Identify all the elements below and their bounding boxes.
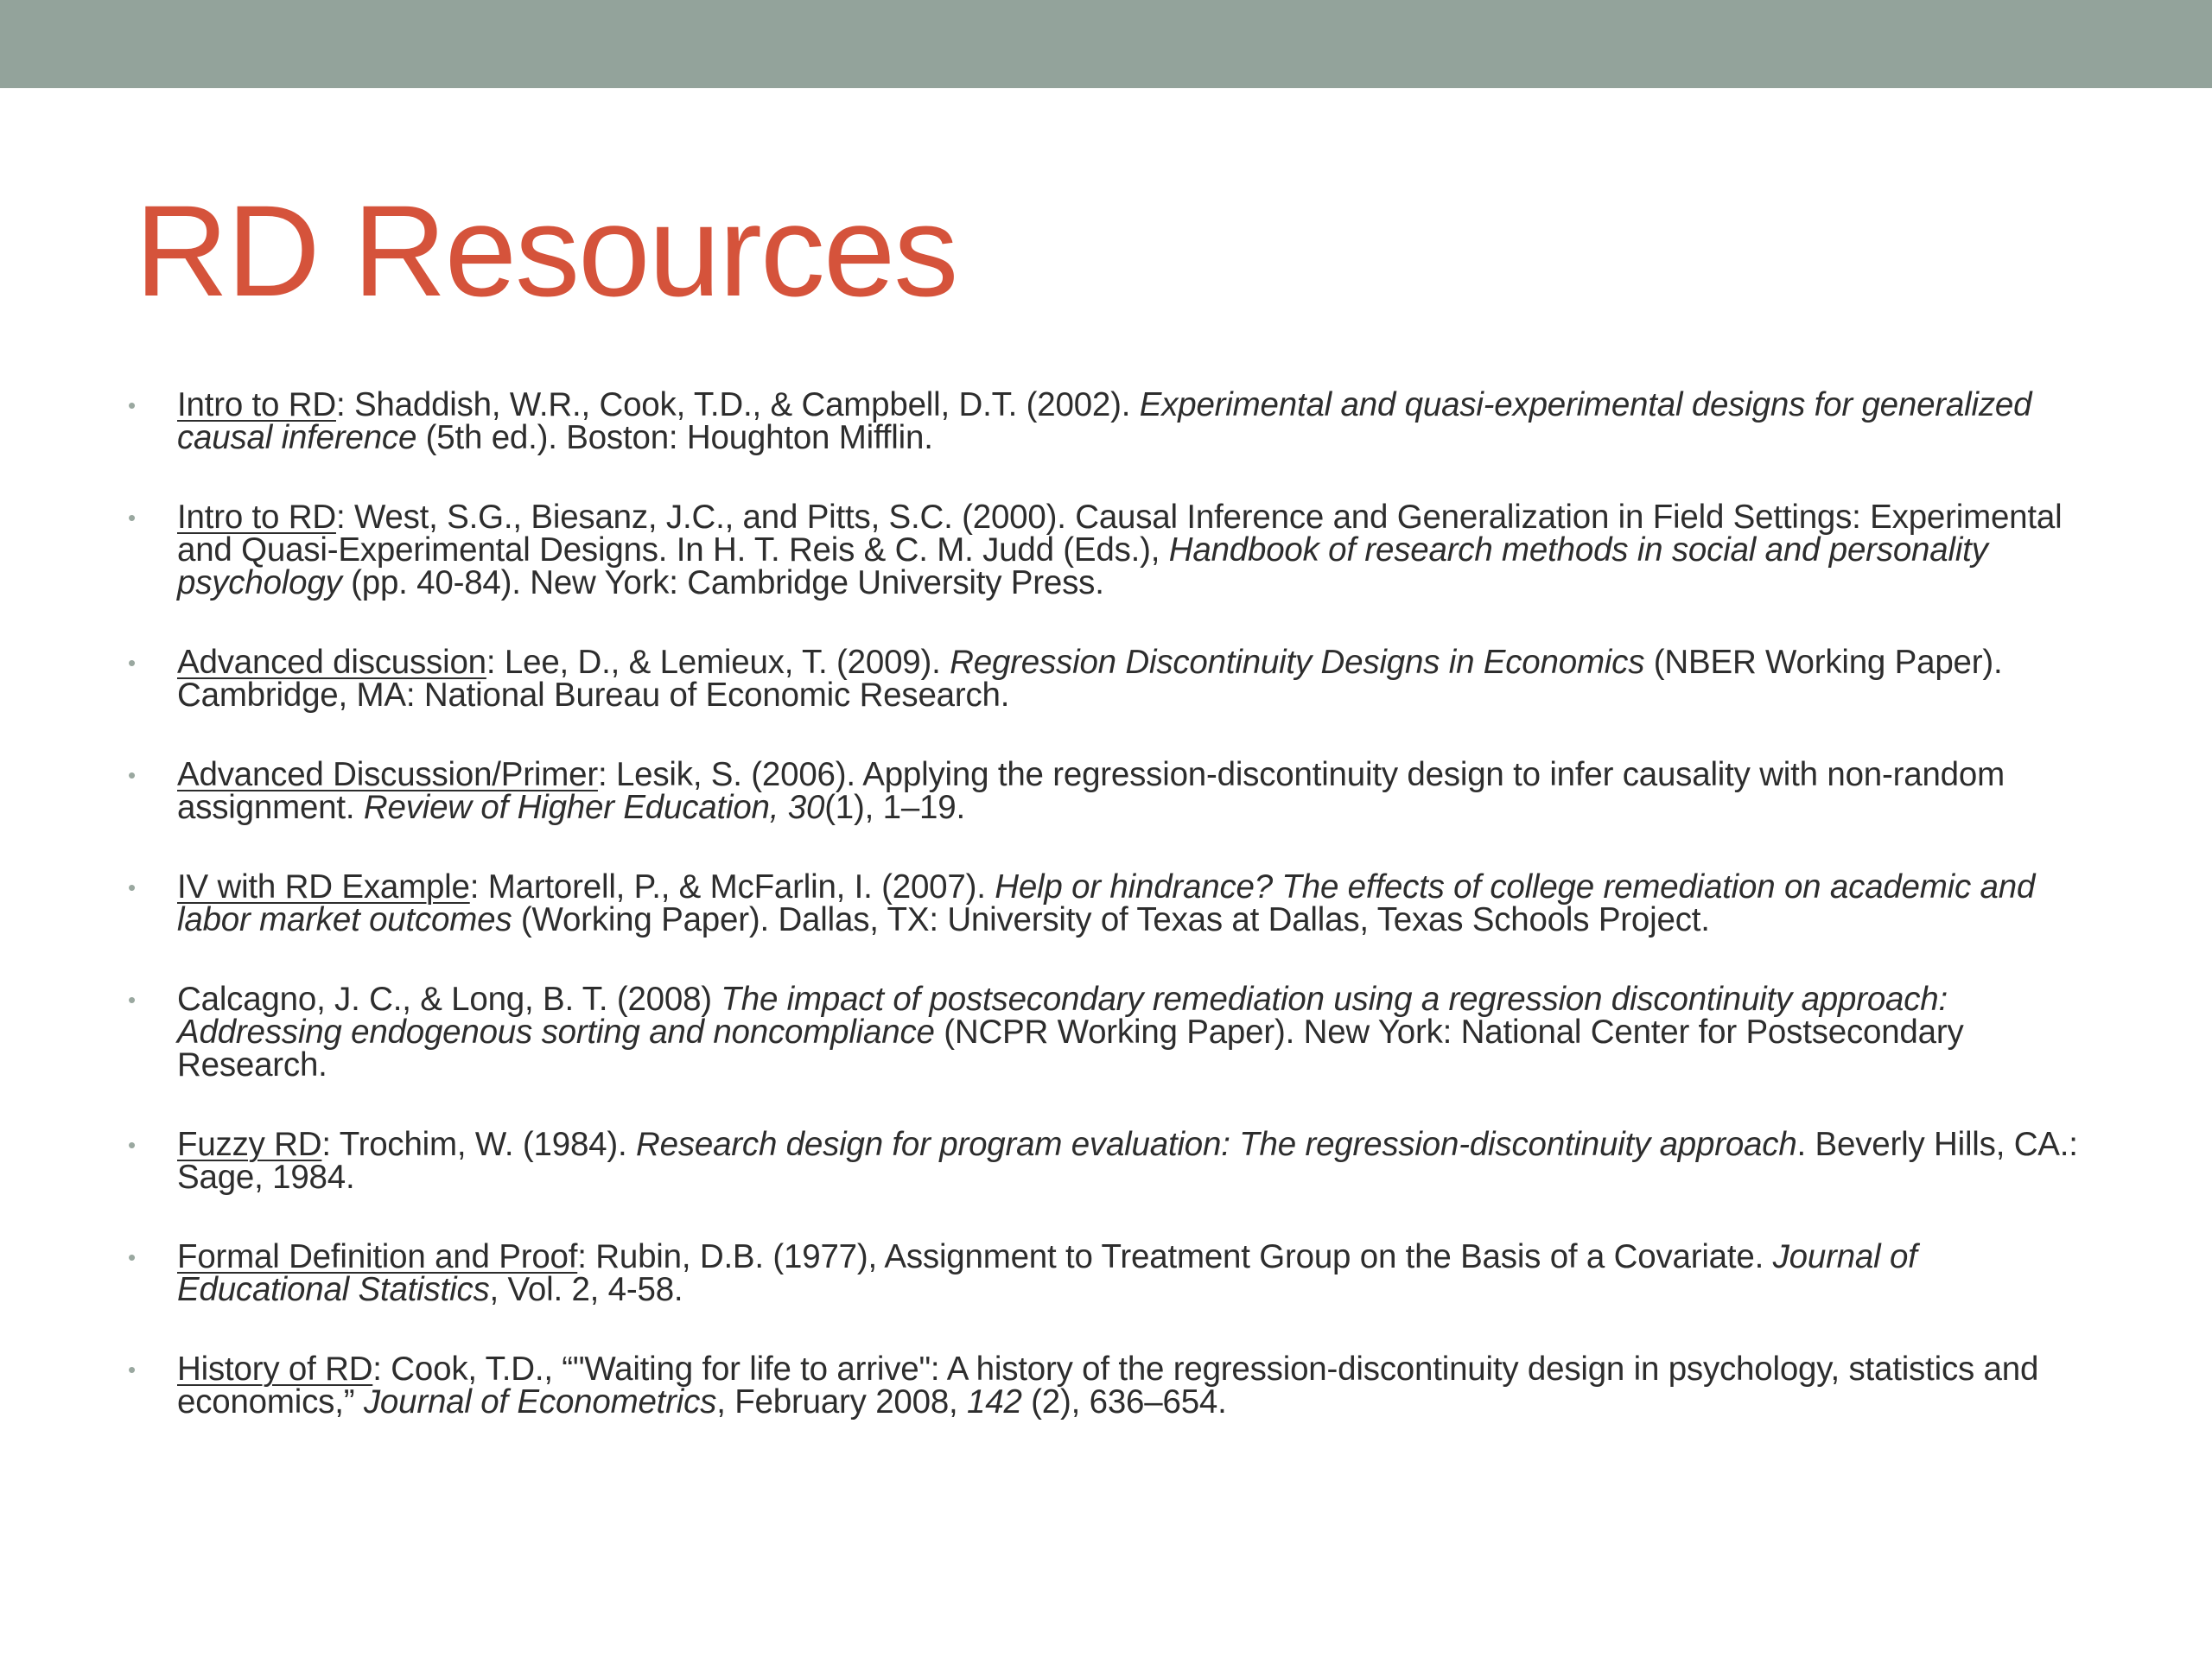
bullet-icon: •: [128, 392, 136, 418]
reference-text: Calcagno, J. C., & Long, B. T. (2008): [177, 981, 721, 1018]
reference-category: Fuzzy RD: [177, 1126, 322, 1163]
reference-item: [128, 1353, 2081, 1419]
bullet-icon: •: [128, 1132, 136, 1158]
reference-category: Formal Definition and Proof: [177, 1238, 578, 1275]
reference-italic-title: Journal of Educational Statistics: [177, 1238, 1917, 1308]
reference-text: Martorell, P., & McFarlin, I. (2007).: [487, 868, 995, 906]
reference-text: , February 2008,: [716, 1383, 968, 1421]
reference-item: [128, 386, 2081, 456]
reference-italic-title: Review of Higher Education, 30: [363, 789, 825, 826]
reference-item: [128, 1238, 2081, 1308]
reference-italic-title: Journal of Econometrics: [363, 1383, 717, 1421]
reference-category: Advanced discussion: [177, 644, 486, 681]
reference-item: [128, 501, 2081, 600]
reference-text: (2), 636–654.: [1021, 1383, 1227, 1421]
reference-italic-title: Regression Discontinuity Designs in Economics: [950, 644, 1645, 681]
reference-italic-title: Help or hindrance? The effects of college remediation on academic and labor market outcomes: [177, 868, 2036, 938]
reference-separator: :: [486, 644, 505, 681]
reference-separator: :: [597, 756, 616, 793]
reference-italic-volume: 142: [967, 1383, 1022, 1421]
reference-text: (Working Paper). Dallas, TX: University of Texas at Dallas, Texas Schools Project.: [512, 901, 1710, 938]
bullet-icon: •: [128, 987, 136, 1013]
top-accent-bar: [0, 0, 2212, 88]
reference-category: Intro to RD: [177, 386, 336, 423]
bullet-icon: •: [128, 874, 136, 900]
bullet-icon: •: [128, 505, 136, 531]
reference-separator: :: [335, 386, 354, 423]
reference-text: . Beverly Hills, CA.: Sage, 1984.: [177, 1126, 2078, 1196]
reference-text: , Vol. 2, 4-58.: [489, 1271, 683, 1308]
slide-title: RD Resources: [135, 178, 957, 323]
reference-list: [128, 386, 2081, 1421]
reference-text: (pp. 40-84). New York: Cambridge University Press.: [341, 564, 1104, 601]
reference-italic-title: Research design for program evaluation: The regression-discontinuity approach: [636, 1126, 1797, 1163]
reference-text: Shaddish, W.R., Cook, T.D., & Campbell, D.T. (2002).: [353, 386, 1140, 423]
reference-italic-title: Experimental and quasi-experimental designs for generalized causal inference: [177, 386, 2032, 456]
bullet-icon: •: [128, 650, 136, 676]
reference-text: Trochim, W. (1984).: [339, 1126, 636, 1163]
reference-text: (NBER Working Paper). Cambridge, MA: National Bureau of Economic Research.: [177, 644, 2003, 714]
reference-text: (NCPR Working Paper). New York: National Center for Postsecondary Research.: [177, 1014, 1964, 1084]
reference-category: Advanced Discussion/Primer: [177, 756, 598, 793]
reference-category: Intro to RD: [177, 499, 336, 536]
reference-italic-title: The impact of postsecondary remediation using a regression discontinuity approach: Addressing endogenous sorting and noncompliance: [177, 981, 1948, 1051]
reference-separator: :: [321, 1126, 340, 1163]
bullet-icon: •: [128, 1244, 136, 1270]
reference-separator: :: [372, 1351, 391, 1388]
reference-text: Lee, D., & Lemieux, T. (2009).: [504, 644, 950, 681]
reference-text: Cook, T.D., “"Waiting for life to arrive": A history of the regression-discontinuity design in psychology, statistics and economics,”: [177, 1351, 2039, 1421]
reference-text: West, S.G., Biesanz, J.C., and Pitts, S.C. (2000). Causal Inference and Generalization in Field Settings: Experimental and Quasi-Experimental Designs. In H. T. Reis & C. M. Judd (Eds.),: [177, 499, 2063, 569]
bullet-icon: •: [128, 762, 136, 788]
reference-separator: :: [335, 499, 354, 536]
reference-text: (5th ed.). Boston: Houghton Mifflin.: [416, 419, 933, 456]
reference-category: IV with RD Example: [177, 868, 470, 906]
bullet-icon: •: [128, 1357, 136, 1382]
reference-item: [128, 756, 2081, 826]
reference-text: Rubin, D.B. (1977), Assignment to Treatment Group on the Basis of a Covariate.: [595, 1238, 1773, 1275]
reference-text: (1), 1–19.: [824, 789, 965, 826]
reference-separator: :: [577, 1238, 596, 1275]
reference-category: History of RD: [177, 1351, 373, 1388]
reference-separator: :: [469, 868, 488, 906]
reference-item: [128, 1128, 2081, 1194]
reference-item: [128, 646, 2081, 712]
reference-item: [128, 868, 2081, 938]
reference-italic-title: Handbook of research methods in social and personality psychology: [177, 531, 1988, 601]
reference-text: Lesik, S. (2006). Applying the regression-discontinuity design to infer causality with non-random assignment.: [177, 756, 2005, 826]
reference-item: [128, 983, 2081, 1082]
